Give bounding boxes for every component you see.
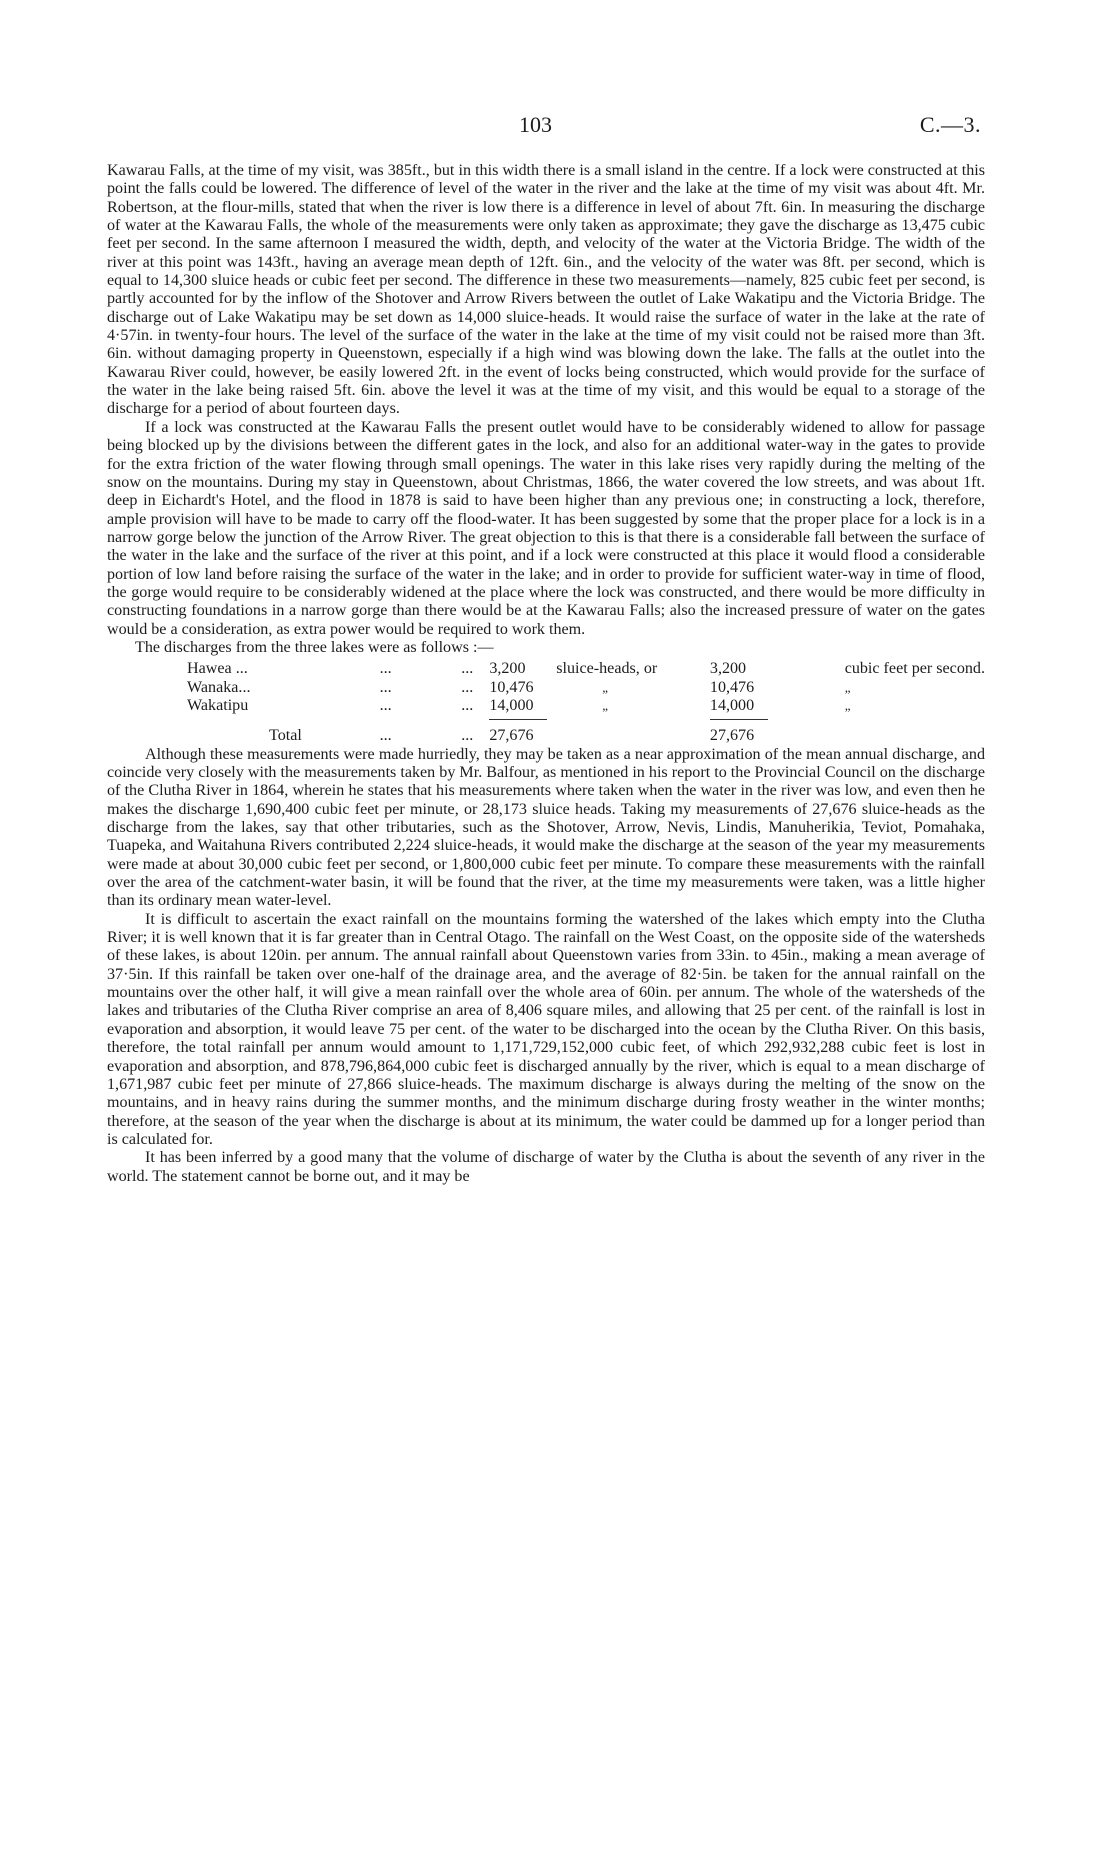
leader-dots: ... xyxy=(461,696,474,714)
table-row xyxy=(187,697,985,715)
table-rule-row xyxy=(187,715,985,723)
table-total-row xyxy=(187,727,985,745)
cubic-feet-value: 3,200 xyxy=(709,660,747,678)
page-header xyxy=(0,112,1114,144)
cubic-feet-value: 14,000 xyxy=(709,696,755,714)
leader-dots: ... xyxy=(379,678,392,696)
leader-dots: ... xyxy=(461,678,474,696)
paragraph-rainfall: It is difficult to ascertain the exact rainfall on the mountains forming the watershed of the lakes which empty into the Clutha River; it is well known that it is far greater than in Central Otago. The rainfall on the West Coast, on the opposite side of the watersheds of these lakes, is about 120in. per annum. The annual rainfall about Queenstown varies from 33in. to 45in., making a mean average of 37·5in. If this rainfall be taken over one-half of the drainage area, and the average of 82·5in. be taken for the annual rainfall on the mountains over the other half, it will give a mean rainfall over the whole area of 60in. per annum. The whole of the watersheds of the lakes and tributaries of the Clutha River comprise an area of 8,406 square miles, and allowing that 25 per cent. of the rainfall is lost in evaporation and absorption, it would leave 75 per cent. of the water to be discharged into the ocean by the Clutha River. On this basis, therefore, the total rainfall per annum would amount to 1,171,729,152,000 cubic feet, of which 292,932,288 cubic feet is lost in evaporation and absorption, and 878,796,864,000 cubic feet is discharged annually by the river, which is equal to a mean discharge of 1,671,987 cubic feet per minute of 27,866 sluice-heads. The maximum discharge is always during the melting of the snow on the mountains, and in heavy rains during the summer months, and the minimum discharge during frosty weather in the winter months; therefore, at the season of the year when the discharge is about at its minimum, the water could be dammed up for a longer period than is calculated for. xyxy=(107,910,985,1148)
ditto-mark: „ xyxy=(844,697,851,713)
document-body xyxy=(107,162,985,1186)
leader-dots: ... xyxy=(461,660,474,678)
ditto-mark: „ xyxy=(844,679,851,695)
leader-dots: ... xyxy=(379,727,392,745)
sum-rule xyxy=(489,719,547,720)
sluice-heads-value: 3,200 xyxy=(489,660,526,678)
total-label: Total xyxy=(269,727,302,745)
leader-dots: ... xyxy=(379,660,392,678)
table-row xyxy=(187,660,985,678)
sluice-heads-value: 10,476 xyxy=(489,678,534,696)
lake-name: Hawea ... xyxy=(187,660,248,678)
paragraph-balfour-measurements: Although these measurements were made hurriedly, they may be taken as a near approximation of the mean annual discharge, and coincide very closely with the measurements taken by Mr. Balfour, as mentioned in his report to the Provincial Council on the discharge of the Clutha River in 1864, wherein he states that his measurements where taken when the water in the river was low, and even then he makes the discharge 1,690,400 cubic feet per minute, or 28,173 sluice heads. Taking my measurements of 27,676 sluice-heads as the discharge from the lakes, say that other tributaries, such as the Shotover, Arrow, Nevis, Lindis, Manuherikia, Teviot, Pomahaka, Tuapeka, and Waitahuna Rivers contributed 2,224 sluice-heads, it would make the discharge at the season of the year my measurements were made at about 30,000 cubic feet per second, or 1,800,000 cubic feet per minute. To compare these measurements with the rainfall over the area of the catchment-water basin, it will be found that the river, at the time my measurements were taken, was a little higher than its ordinary mean water-level. xyxy=(107,745,985,910)
paragraph-lock-construction: If a lock was constructed at the Kawarau Falls the present outlet would have to be considerably widened to allow for passage being blocked up by the divisions between the different gates in the lock, and also for an additional water-way in the gates to provide for the extra friction of the water flowing through small openings. The water in this lake rises very rapidly during the melting of the snow on the mountains. During my stay in Queenstown, about Christmas, 1866, the water covered the low streets, and was about 1ft. deep in Eichardt's Hotel, and the flood in 1878 is said to have been higher than any previous one; in constructing a lock, therefore, ample provision will have to be made to carry off the flood-water. It has been suggested by some that the proper place for a lock is in a narrow gorge below the junction of the Arrow River. The great objection to this is that there is a considerable fall between the surface of the water in the lake and the surface of the river at this point, and if a lock were constructed at this place it would flood a considerable portion of low land before raising the surface of the water in the lake; and in order to provide for sufficient water-way in time of flood, the gorge would require to be considerably widened at the place where the lock was constructed, and there would be more difficulty in constructing foundations in a narrow gorge than there would be at the Kawarau Falls; also the increased pressure of water on the gates would be a consideration, as extra power would be required to work them. xyxy=(107,418,985,638)
paragraph-clutha-volume: It has been inferred by a good many that the volume of discharge of water by the Clutha is about the seventh of any river in the world. The statement cannot be borne out, and it may be xyxy=(107,1149,985,1185)
paragraph-kawarau-falls: Kawarau Falls, at the time of my visit, was 385ft., but in this width there is a small island in the centre. If a lock were constructed at this point the falls could be lowered. The difference of level of the water in the river and the lake at the time of my visit was about 4ft. Mr. Robertson, at the flour-mills, stated that when the river is low there is a difference in level of about 7ft. 6in. In measuring the discharge of water at the Kawarau Falls, the whole of the measurements were only taken as approximate; they gave the discharge as 13,475 cubic feet per second. In the same afternoon I measured the width, depth, and velocity of the water at the Victoria Bridge. The width of the river at this point was 143ft., having an average mean depth of 12ft. 6in., and the velocity of the water was 8ft. per second, which is equal to 14,300 sluice heads or cubic feet per second. The difference in these two measurements—namely, 825 cubic feet per second, is partly accounted for by the inflow of the Shotover and Arrow Rivers between the outlet of Lake Wakatipu and the Victoria Bridge. The discharge out of Lake Wakatipu may be set down as 14,000 sluice-heads. It would raise the surface of water in the lake at the rate of 4·57in. in twenty-four hours. The level of the surface of the water in the lake at the time of my visit could not be raised more than 3ft. 6in. without damaging property in Queenstown, especially if a high wind was blowing down the lake. The falls at the outlet into the Kawarau River could, however, be easily lowered 2ft. in the event of locks being constructed, which would provide for the surface of the water in the lake being raised 5ft. 6in. above the level it was at the time of my visit, and this would be equal to a storage of the discharge for a period of about fourteen days. xyxy=(107,162,985,418)
table-row xyxy=(187,679,985,697)
sluice-heads-value: 14,000 xyxy=(489,696,534,714)
lake-name: Wakatipu xyxy=(187,696,249,714)
sum-rule xyxy=(710,719,768,720)
discharge-table xyxy=(187,660,985,745)
leader-dots: ... xyxy=(461,727,474,745)
paragraph-discharges-intro: The discharges from the three lakes were as follows :— xyxy=(135,638,494,656)
total-sluice-heads: 27,676 xyxy=(489,727,534,745)
leader-dots: ... xyxy=(379,696,392,714)
sluice-heads-unit: sluice-heads, or xyxy=(556,660,658,678)
cubic-feet-unit: cubic feet per second. xyxy=(844,660,985,678)
ditto-mark: „ xyxy=(602,679,609,695)
total-cubic-feet: 27,676 xyxy=(709,727,755,745)
ditto-mark: „ xyxy=(602,697,609,713)
document-code: C.—3. xyxy=(919,112,981,137)
cubic-feet-value: 10,476 xyxy=(709,678,755,696)
page-number: 103 xyxy=(519,112,552,137)
lake-name: Wanaka... xyxy=(187,678,251,696)
